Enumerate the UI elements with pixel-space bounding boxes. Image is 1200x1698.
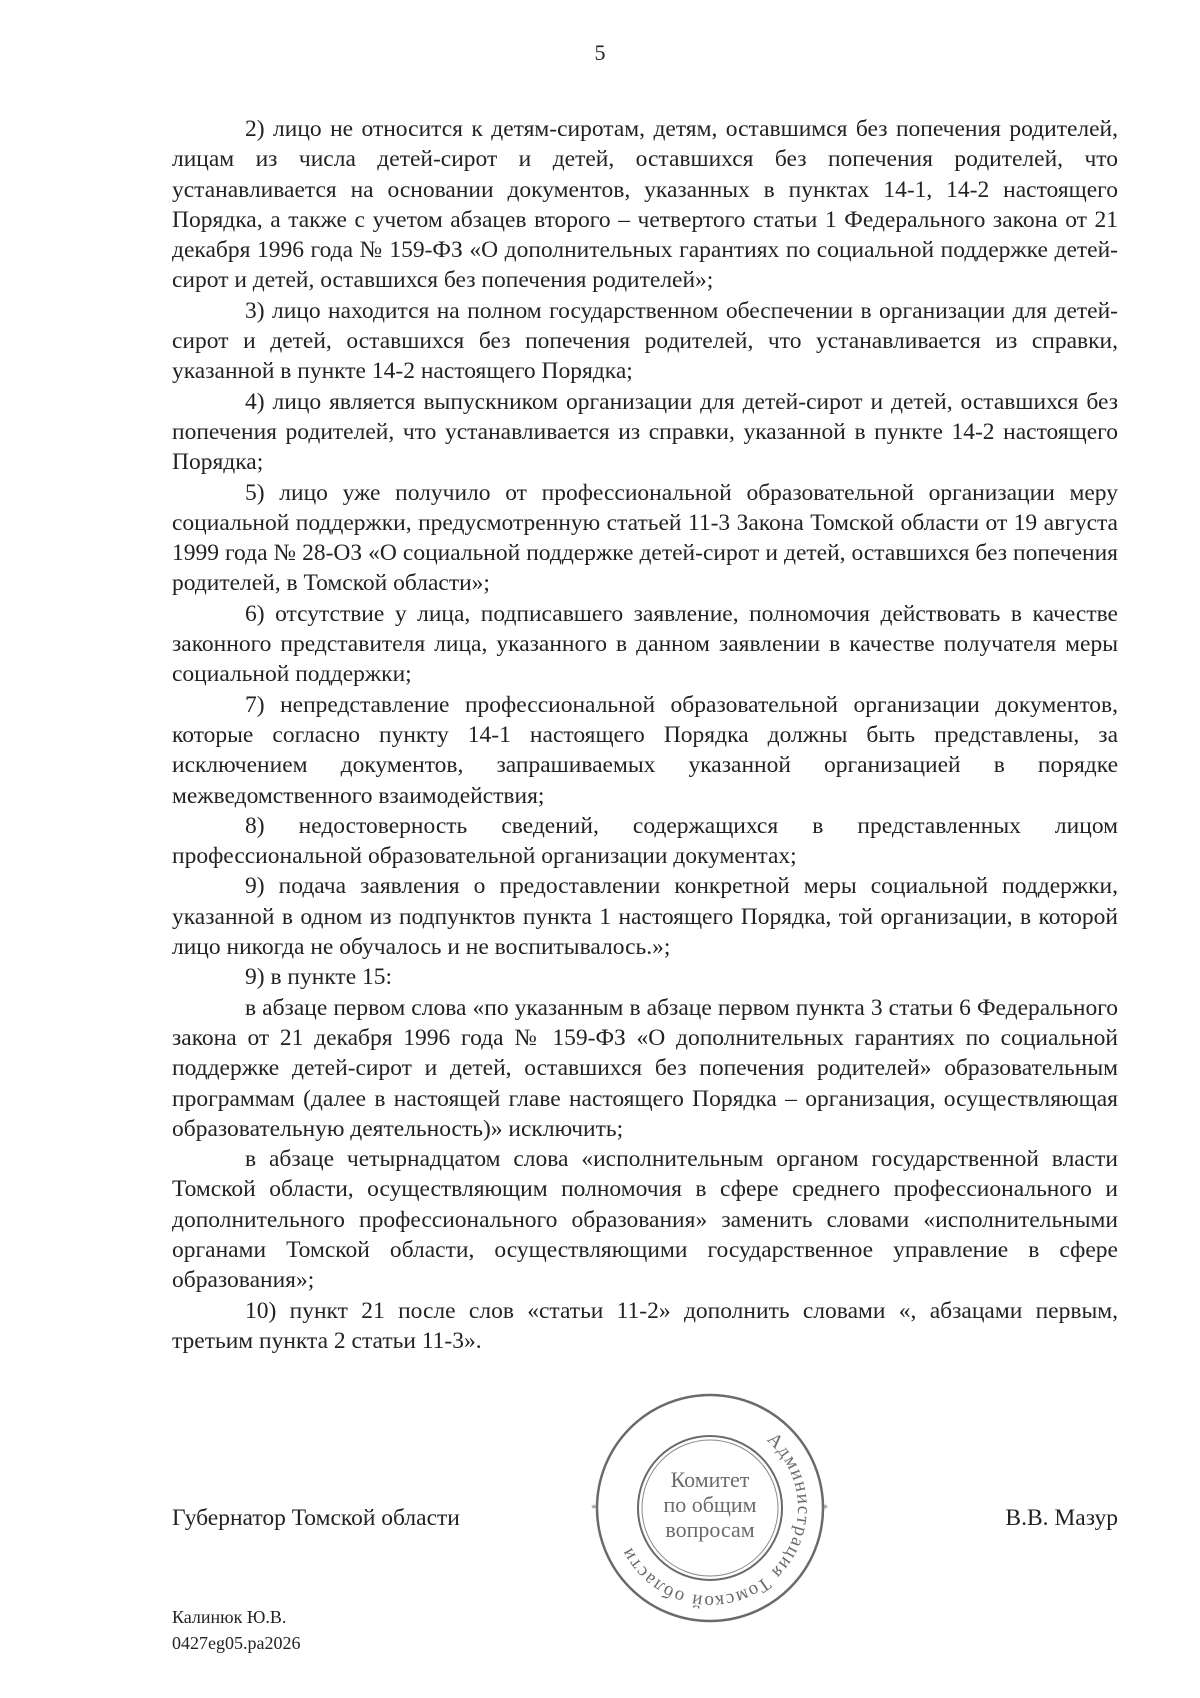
paragraph: 2) лицо не относится к детям-сиротам, детям, оставшимся без попечения родителей, лицам из числа детей-сирот и детей, оставшихся без попечения родителей, что устанавливается на основании документов, указанных в пунктах 14-1, 14-2 настоящего Порядка, а также с учетом абзацев второго – четвертого статьи 1 Федерального закона от 21 декабря 1996 года № 159-ФЗ «О дополнительных гарантиях по социальной поддержке детей-сирот и детей, оставшихся без попечения родителей»; [172,116,1118,294]
paragraph: 3) лицо находится на полном государственном обеспечении в организации для детей-сирот и детей, оставшихся без попечения родителей, что устанавливается из справки, указанной в пункте 14-2 настоящего Порядка; [172,297,1118,385]
official-stamp [590,1388,830,1628]
footer [172,1604,300,1656]
stamp-star-icon: * [822,1501,828,1515]
paragraph: 10) пункт 21 после слов «статьи 11-2» дополнить словами «, абзацами первым, третьим пункта 2 статьи 11-3». [172,1297,1118,1354]
document-code: 0427eg05.pa2026 [172,1633,301,1653]
paragraph: 9) в пункте 15: [245,964,393,991]
stamp-line-1: Комитет [670,1467,750,1492]
executor-name: Калинюк Ю.В. [172,1607,287,1627]
document-body [172,114,1118,1356]
paragraph: в абзаце первом слова «по указанным в абзаце первом пункта 3 статьи 6 Федерального закона от 21 декабря 1996 года № 159-ФЗ «О дополнительных гарантиях по социальной поддержке детей-сирот и детей, оставшихся без попечения родителей» образовательным программам (далее в настоящей главе настоящего Порядка – организация, осуществляющая образовательную деятельность)» исключить; [172,994,1118,1142]
stamp-line-3: вопросам [665,1517,755,1542]
paragraph: 5) лицо уже получило от профессиональной образовательной организации меру социальной поддержки, предусмотренную статьей 11-3 Закона Томской области от 19 августа 1999 года № 28-ОЗ «О социальной поддержке детей-сирот и детей, оставшихся без попечения родителей, в Томской области»; [172,479,1118,597]
stamp-ring-text: Администрация Томской области [616,1428,815,1613]
paragraph: 9) подача заявления о предоставлении конкретной меры социальной поддержки, указанной в одном из подпунктов пункта 1 настоящего Порядка, той организации, в которой лицо никогда не обучалось и не воспитывалось.»; [172,873,1118,961]
paragraph: 6) отсутствие у лица, подписавшего заявление, полномочия действовать в качестве законного представителя лица, указанного в данном заявлении в качестве получателя меры социальной поддержки; [172,600,1118,688]
signatory-position: Губернатор Томской области [172,1505,460,1531]
signatory-name: В.В. Мазур [1005,1505,1118,1531]
page-number: 5 [594,40,606,65]
paragraph: 4) лицо является выпускником организации для детей-сирот и детей, оставшихся без попечения родителей, что устанавливается из справки, указанной в пункте 14-2 настоящего Порядка; [172,388,1118,476]
paragraph: 8) недостоверность сведений, содержащихся в представленных лицом профессиональной образовательной организации документах; [172,812,1118,870]
stamp-line-2: по общим [663,1492,757,1517]
stamp-star-icon: * [591,1501,597,1515]
paragraph: в абзаце четырнадцатом слова «исполнительным органом государственной власти Томской области, осуществляющим полномочия в сфере среднего профессионального и дополнительного профессионального образования» заменить словами «исполнительными органами Томской области, осуществляющими государственное управление в сфере образования»; [172,1146,1118,1294]
paragraph: 7) непредставление профессиональной образовательной организации документов, которые согласно пункту 14-1 настоящего Порядка должны быть представлены, за исключением документов, запрашиваемых указанной организацией в порядке межведомственного взаимодействия; [172,691,1118,809]
